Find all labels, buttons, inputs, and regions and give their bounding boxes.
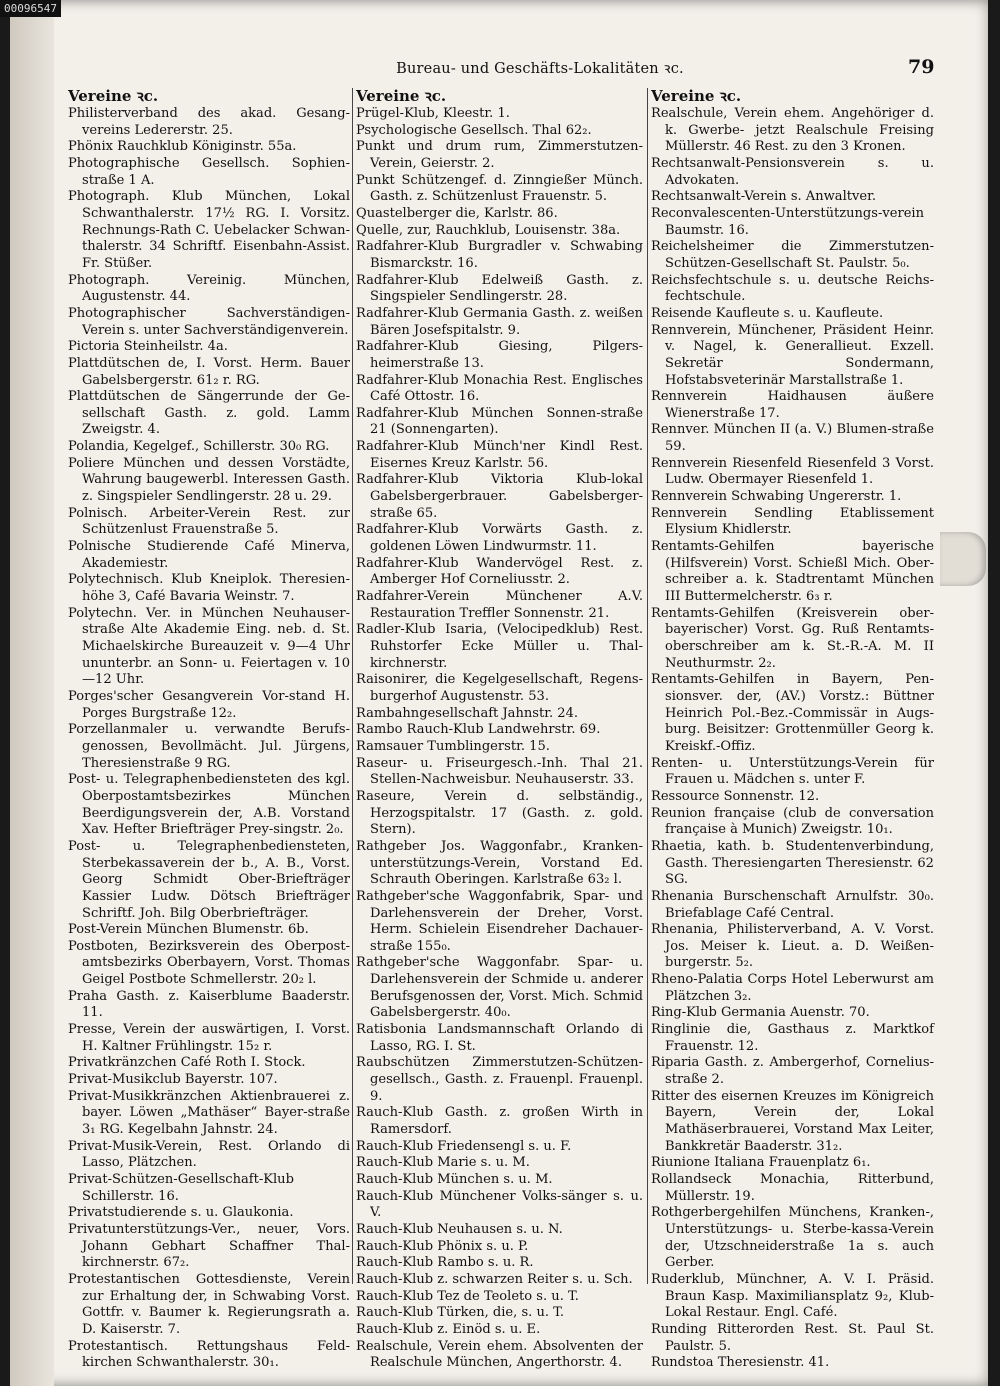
directory-entry: Radler-Klub Isaria, (Velocipedklub) Rest. Ruhstorfer Ecke Müller u. Thal-kirchnerstr.	[356, 622, 643, 671]
directory-entry: Rhaetia, kath. b. Studentenverbindung, Gasth. Theresiengarten Theresienstr. 62 SG.	[651, 838, 934, 888]
directory-entry: Realschule, Verein ehem. Absolventen der Realschule München, Angerthorstr. 4.	[356, 1338, 643, 1371]
directory-entry: Rennverein Schwabing Ungererstr. 1.	[651, 489, 902, 505]
entry-list	[651, 106, 934, 1372]
directory-entry: Polytechnisch. Klub Kneiplok. Theresien-höhe 3, Café Bavaria Weinstr. 7.	[68, 572, 350, 605]
directory-entry: Reunion française (club de conversation française à Munich) Zweigstr. 10₁.	[651, 805, 934, 838]
directory-entry: Rauch-Klub z. schwarzen Reiter s. u. Sch.	[356, 1271, 633, 1287]
directory-entry: Rauch-Klub Marie s. u. M.	[356, 1155, 530, 1171]
directory-entry: Radfahrer-Klub Monachia Rest. Englisches Café Ottostr. 16.	[356, 372, 643, 405]
directory-entry: Punkt und drum rum, Zimmerstutzen-Verein, Geierstr. 2.	[356, 139, 643, 171]
directory-entry: Radfahrer-Klub München Sonnen-straße 21 (Sonnengarten).	[356, 405, 643, 438]
directory-entry: Privat-Musikclub Bayerstr. 107.	[68, 1072, 278, 1088]
directory-entry: Polnisch. Arbeiter-Verein Rest. zur Schützenlust Frauenstraße 5.	[68, 505, 350, 538]
directory-entry: Rennverein Sendling Etablissement Elysium Khidlerstr.	[651, 505, 934, 538]
column-rule	[352, 88, 353, 1284]
directory-entry: Rauch-Klub Gasth. z. großen Wirth in Ramersdorf.	[356, 1105, 643, 1138]
column-2	[356, 88, 643, 1372]
directory-entry: Ratisbonia Landsmannschaft Orlando di Lasso, RG. I. St.	[356, 1022, 643, 1054]
directory-entry: Punkt Schützengef. d. Zinngießer Münch. Gasth. z. Schützenlust Frauenstr. 5.	[356, 172, 643, 205]
directory-entry: Raseure, Verein d. selbständig., Herzogspitalstr. 17 (Gasth. z. gold. Stern).	[356, 788, 643, 838]
entry-list	[68, 106, 350, 1372]
directory-entry: Reconvalescenten-Unterstützungs-verein Baumstr. 16.	[651, 205, 924, 238]
directory-entry: Plattdütschen de Sängerrunde der Ge-sellschaft Gasth. z. gold. Lamm Zweigstr. 4.	[68, 389, 350, 438]
directory-entry: Rauch-Klub Türken, die, s. u. T.	[356, 1305, 565, 1321]
directory-entry: Rentamts-Gehilfen (Kreisverein ober-bayerischer) Vorst. Gg. Ruß Rentamts-oberschreiber am k. St.-R.-A. M. II Neuthurmstr. 2₂.	[651, 605, 934, 671]
directory-entry: Radfahrer-Klub Giesing, Pilgers-heimerstraße 13.	[356, 339, 643, 371]
directory-entry: Psychologische Gesellsch. Thal 62₂.	[356, 122, 592, 138]
column-heading: Vereine ꝛc.	[356, 87, 447, 105]
directory-entry: Ringlinie die, Gasthaus z. Marktkof Frauenstr. 12.	[651, 1022, 934, 1054]
directory-entry: Ramsauer Tumblingerstr. 15.	[356, 738, 550, 754]
directory-entry: Radfahrer-Klub Wandervögel Rest. z. Amberger Hof Corneliusstr. 2.	[356, 555, 643, 588]
directory-entry: Ritter des eisernen Kreuzes im Königreich Bayern, Verein der, Lokal Mathäserbrauerei, Vorstand Max Leiter, Bankkretär Baaderstr. 31₂.	[651, 1088, 934, 1154]
directory-entry: Protestantisch. Rettungshaus Feld-kirchen Schwanthalerstr. 30₁.	[68, 1338, 350, 1371]
directory-entry: Riparia Gasth. z. Ambergerhof, Cornelius-straße 2.	[651, 1055, 934, 1088]
directory-entry: Rechtsanwalt-Pensionsverein s. u. Advokaten.	[651, 155, 934, 188]
directory-entry: Privatstudierende s. u. Glaukonia.	[68, 1205, 294, 1221]
directory-entry: Philisterverband des akad. Gesang-vereins Ledererstr. 25.	[68, 106, 350, 138]
directory-entry: Ring-Klub Germania Auenstr. 70.	[651, 1005, 870, 1021]
directory-entry: Radfahrer-Klub Burgradler v. Schwabing Bismarckstr. 16.	[356, 239, 643, 271]
directory-entry: Rennverein Haidhausen äußere Wienerstraße 17.	[651, 389, 934, 421]
directory-entry: Riunione Italiana Frauenplatz 6₁.	[651, 1155, 871, 1171]
directory-page	[10, 0, 988, 1386]
directory-entry: Photograph. Vereinig. München, Augustenstr. 44.	[68, 272, 350, 305]
directory-entry: Rambahngesellschaft Jahnstr. 24.	[356, 705, 579, 721]
directory-entry: Protestantischen Gottesdienste, Verein zur Erhaltung der, in Schwabing Vorst. Gottfr. v. Baumer k. Regierungsrath a. D. Kaiserstr. 7.	[68, 1271, 350, 1337]
directory-entry: Rennverein, Münchener, Präsident Heinr. v. Nagel, k. Generallieut. Exzell. Sekretär Sondermann, Hofstabsveterinär Marstallstraße 1.	[651, 322, 934, 388]
directory-entry: Runding Ritterorden Rest. St. Paul St. Paulstr. 5.	[651, 1321, 934, 1354]
column-rule	[647, 88, 648, 1284]
directory-entry: Porges'scher Gesangverein Vor-stand H. Porges Burgstraße 12₂.	[68, 688, 350, 721]
directory-entry: Pictoria Steinheilstr. 4a.	[68, 339, 228, 355]
directory-entry: Reichelsheimer die Zimmerstutzen-Schützen-Gesellschaft St. Paulstr. 5₀.	[651, 239, 934, 271]
directory-entry: Rundstoa Theresienstr. 41.	[651, 1355, 830, 1371]
directory-entry: Rauch-Klub Neuhausen s. u. N.	[356, 1221, 563, 1237]
directory-entry: Rauch-Klub Friedensengl s. u. F.	[356, 1138, 572, 1154]
directory-entry: Raubschützen Zimmerstutzen-Schützen-gesellsch., Gasth. z. Frauenpl. Frauenpl. 9.	[356, 1055, 643, 1104]
directory-entry: Rennverein Riesenfeld Riesenfeld 3 Vorst. Ludw. Obermayer Riesenfeld 1.	[651, 455, 934, 488]
directory-entry: Raisonirer, die Kegelgesellschaft, Regens-burgerhof Augustenstr. 53.	[356, 672, 643, 704]
directory-entry: Photographische Gesellsch. Sophien-straße 1 A.	[68, 155, 350, 188]
directory-entry: Raseur- u. Friseurgesch.-Inh. Thal 21. Stellen-Nachweisbur. Neuhauserstr. 33.	[356, 755, 643, 788]
directory-entry: Post-Verein München Blumenstr. 6b.	[68, 922, 309, 938]
directory-entry: Rothgerbergehilfen Münchens, Kranken-, Unterstützungs- u. Sterbe-kassa-Verein der, Utzschneiderstraße 1a s. auch Gerber.	[651, 1205, 934, 1271]
directory-entry: Rauch-Klub Rambo s. u. R.	[356, 1255, 534, 1271]
directory-entry: Renten- u. Unterstützungs-Verein für Frauen u. Mädchen s. unter F.	[651, 755, 934, 788]
directory-entry: Radfahrer-Klub Viktoria Klub-lokal Gabelsbergerbrauer. Gabelsberger-straße 65.	[356, 472, 643, 521]
directory-entry: Quelle, zur, Rauchklub, Louisenstr. 38a.	[356, 222, 621, 238]
directory-entry: Ruderklub, Münchner, A. V. I. Präsid. Braun Kasp. Maximiliansplatz 9₂, Klub-Lokal Restaur. Engl. Café.	[651, 1271, 934, 1321]
binding-gutter	[10, 0, 54, 1386]
directory-entry: Privat-Musik-Verein, Rest. Orlando di Lasso, Plätzchen.	[68, 1138, 350, 1171]
directory-entry: Rheno-Palatia Corps Hotel Leberwurst am Plätzchen 3₂.	[651, 972, 934, 1004]
entry-list	[356, 106, 643, 1372]
directory-entry: Postboten, Bezirksverein des Oberpost-amtsbezirks Oberbayern, Vorst. Thomas Geigel Postbote Schmellerstr. 20₂ l.	[68, 938, 350, 988]
directory-entry: Radfahrer-Klub Germania Gasth. z. weißen Bären Josefspitalstr. 9.	[356, 305, 643, 338]
directory-entry: Privatkränzchen Café Roth I. Stock.	[68, 1055, 306, 1071]
directory-entry: Rathgeber'sche Waggonfabrik, Spar- und Darlehensverein der Dreher, Vorst. Herm. Schielein Eisendreher Dachauer-straße 155₀.	[356, 888, 643, 954]
directory-entry: Rennver. München II (a. V.) Blumen-straße 59.	[651, 422, 934, 455]
directory-entry: Porzellanmaler u. verwandte Berufs-genossen, Bevollmächt. Jul. Jürgens, Theresienstraße 9 RG.	[68, 722, 350, 771]
directory-entry: Post- u. Telegraphenbediensteten des kgl. Oberpostamtsbezirkes München Beerdigungsverein der, A.B. Vorstand Xav. Hefter Briefträger Prey-singstr. 2₀.	[68, 772, 350, 838]
running-head: Bureau- und Geschäfts-Lokalitäten ꝛc.	[396, 61, 684, 77]
directory-entry: Polnische Studierende Café Minerva, Akademiestr.	[68, 539, 350, 571]
scan-edge-label: 00096547	[0, 0, 61, 17]
directory-entry: Presse, Verein der auswärtigen, I. Vorst. H. Kaltner Frühlingstr. 15₂ r.	[68, 1022, 350, 1054]
directory-entry: Reisende Kaufleute s. u. Kaufleute.	[651, 305, 884, 321]
directory-entry: Photograph. Klub München, Lokal Schwanthalerstr. 17½ RG. I. Vorsitz. Rechnungs-Rath C. Uebelacker Schwan-thalerstr. 34 Schriftf. Eisenbahn-Assist. Fr. Stüßer.	[68, 189, 350, 271]
directory-entry: Rambo Rauch-Klub Landwehrstr. 69.	[356, 722, 601, 738]
directory-entry: Plattdütschen de, I. Vorst. Herm. Bauer Gabelsbergerstr. 61₂ r. RG.	[68, 355, 350, 388]
page-edge-tab	[940, 532, 986, 586]
directory-entry: Radfahrer-Klub Vorwärts Gasth. z. goldenen Löwen Lindwurmstr. 11.	[356, 522, 643, 555]
directory-entry: Rhenania Burschenschaft Arnulfstr. 30₀. Briefablage Café Central.	[651, 888, 934, 921]
directory-entry: Radfahrer-Klub Münch'ner Kindl Rest. Eisernes Kreuz Karlstr. 56.	[356, 439, 643, 471]
directory-entry: Praha Gasth. z. Kaiserblume Baaderstr. 11.	[68, 988, 350, 1021]
directory-entry: Privat-Schützen-Gesellschaft-Klub Schillerstr. 16.	[68, 1172, 294, 1204]
directory-entry: Poliere München und dessen Vorstädte, Wahrung baugewerbl. Interessen Gasth. z. Singspieler Sendlingerstr. 28 u. 29.	[68, 455, 350, 505]
directory-entry: Phönix Rauchklub Königinstr. 55a.	[68, 139, 297, 155]
directory-entry: Polytechn. Ver. in München Neuhauser-straße Alte Akademie Eing. neb. d. St. Michaelskirche Bureauzeit v. 9—4 Uhr ununterbr. an Sonn- u. Feiertagen v. 10—12 Uhr.	[68, 605, 350, 688]
directory-entry: Rollandseck Monachia, Ritterbund, Müllerstr. 19.	[651, 1172, 934, 1204]
directory-entry: Radfahrer-Verein Münchener A.V. Restauration Treffler Sonnenstr. 21.	[356, 589, 643, 621]
directory-entry: Radfahrer-Klub Edelweiß Gasth. z. Singspieler Sendlingerstr. 28.	[356, 272, 643, 305]
column-heading: Vereine ꝛc.	[68, 87, 159, 105]
directory-entry: Rauch-Klub Münchener Volks-sänger s. u. V.	[356, 1188, 643, 1221]
directory-entry: Rauch-Klub München s. u. M.	[356, 1172, 553, 1187]
directory-entry: Rauch-Klub z. Einöd s. u. E.	[356, 1321, 541, 1337]
directory-entry: Reichsfechtschule s. u. deutsche Reichs-fechtschule.	[651, 272, 934, 305]
column-1	[68, 88, 350, 1372]
directory-entry: Prügel-Klub, Kleestr. 1.	[356, 106, 510, 121]
directory-entry: Privat-Musikkränzchen Aktienbrauerei z. bayer. Löwen „Mathäser“ Bayer-straße 3₁ RG. Kegelbahn Jahnstr. 24.	[68, 1088, 350, 1138]
directory-entry: Rathgeber'sche Waggonfabr. Spar- u. Darlehensverein der Schmide u. anderer Berufsgenossen der, Vorst. Mich. Schmid Gabelsbergerstr. 40₀.	[356, 955, 643, 1021]
directory-entry: Post- u. Telegraphenbediensteten, Sterbekassaverein der b., A. B., Vorst. Georg Schmidt Ober-Briefträger Kassier Ludw. Dötsch Briefträger Schriftf. Joh. Bilg Oberbriefträger.	[68, 838, 350, 921]
directory-entry: Rauch-Klub Tez de Teoleto s. u. T.	[356, 1288, 579, 1304]
directory-entry: Photographischer Sachverständigen-Verein s. unter Sachverständigenverein.	[68, 305, 350, 338]
directory-entry: Quastelberger die, Karlstr. 86.	[356, 205, 558, 221]
directory-entry: Rauch-Klub Phönix s. u. P.	[356, 1238, 529, 1254]
column-3	[651, 88, 934, 1372]
directory-entry: Rechtsanwalt-Verein s. Anwaltver.	[651, 189, 877, 205]
directory-entry: Rhenania, Philisterverband, A. V. Vorst. Jos. Meiser k. Lieut. a. D. Weißen-burgerstr. 5₂.	[651, 922, 934, 971]
page-number: 79	[908, 56, 935, 78]
directory-entry: Rathgeber Jos. Waggonfabr., Kranken-unterstützungs-Verein, Vorstand Ed. Schrauth Oberingen. Karlstraße 63₂ l.	[356, 838, 643, 888]
column-heading: Vereine ꝛc.	[651, 87, 742, 105]
directory-entry: Polandia, Kegelgef., Schillerstr. 30₀ RG.	[68, 439, 330, 455]
directory-entry: Realschule, Verein ehem. Angehöriger d. k. Gwerbe- jetzt Realschule Freising Müllerstr. 46 Rest. zu den 3 Kronen.	[651, 106, 934, 155]
directory-entry: Rentamts-Gehilfen in Bayern, Pen-sionsver. der, (AV.) Vorstz.: Büttner Heinrich Pol.-Bez.-Commissär in Augs-burg. Beisitzer: Grottenmüller Georg k. Kreiskf.-Offiz.	[651, 672, 934, 754]
directory-entry: Rentamts-Gehilfen bayerische (Hilfsverein) Vorst. Schießl Mich. Ober-schreiber a. k. Stadtrentamt München III Buttermelcherstr. 6₃ r.	[651, 539, 934, 605]
directory-entry: Ressource Sonnenstr. 12.	[651, 788, 820, 804]
directory-entry: Privatunterstützungs-Ver., neuer, Vors. Johann Gebhart Schaffner Thal-kirchnerstr. 67₂.	[68, 1221, 350, 1271]
